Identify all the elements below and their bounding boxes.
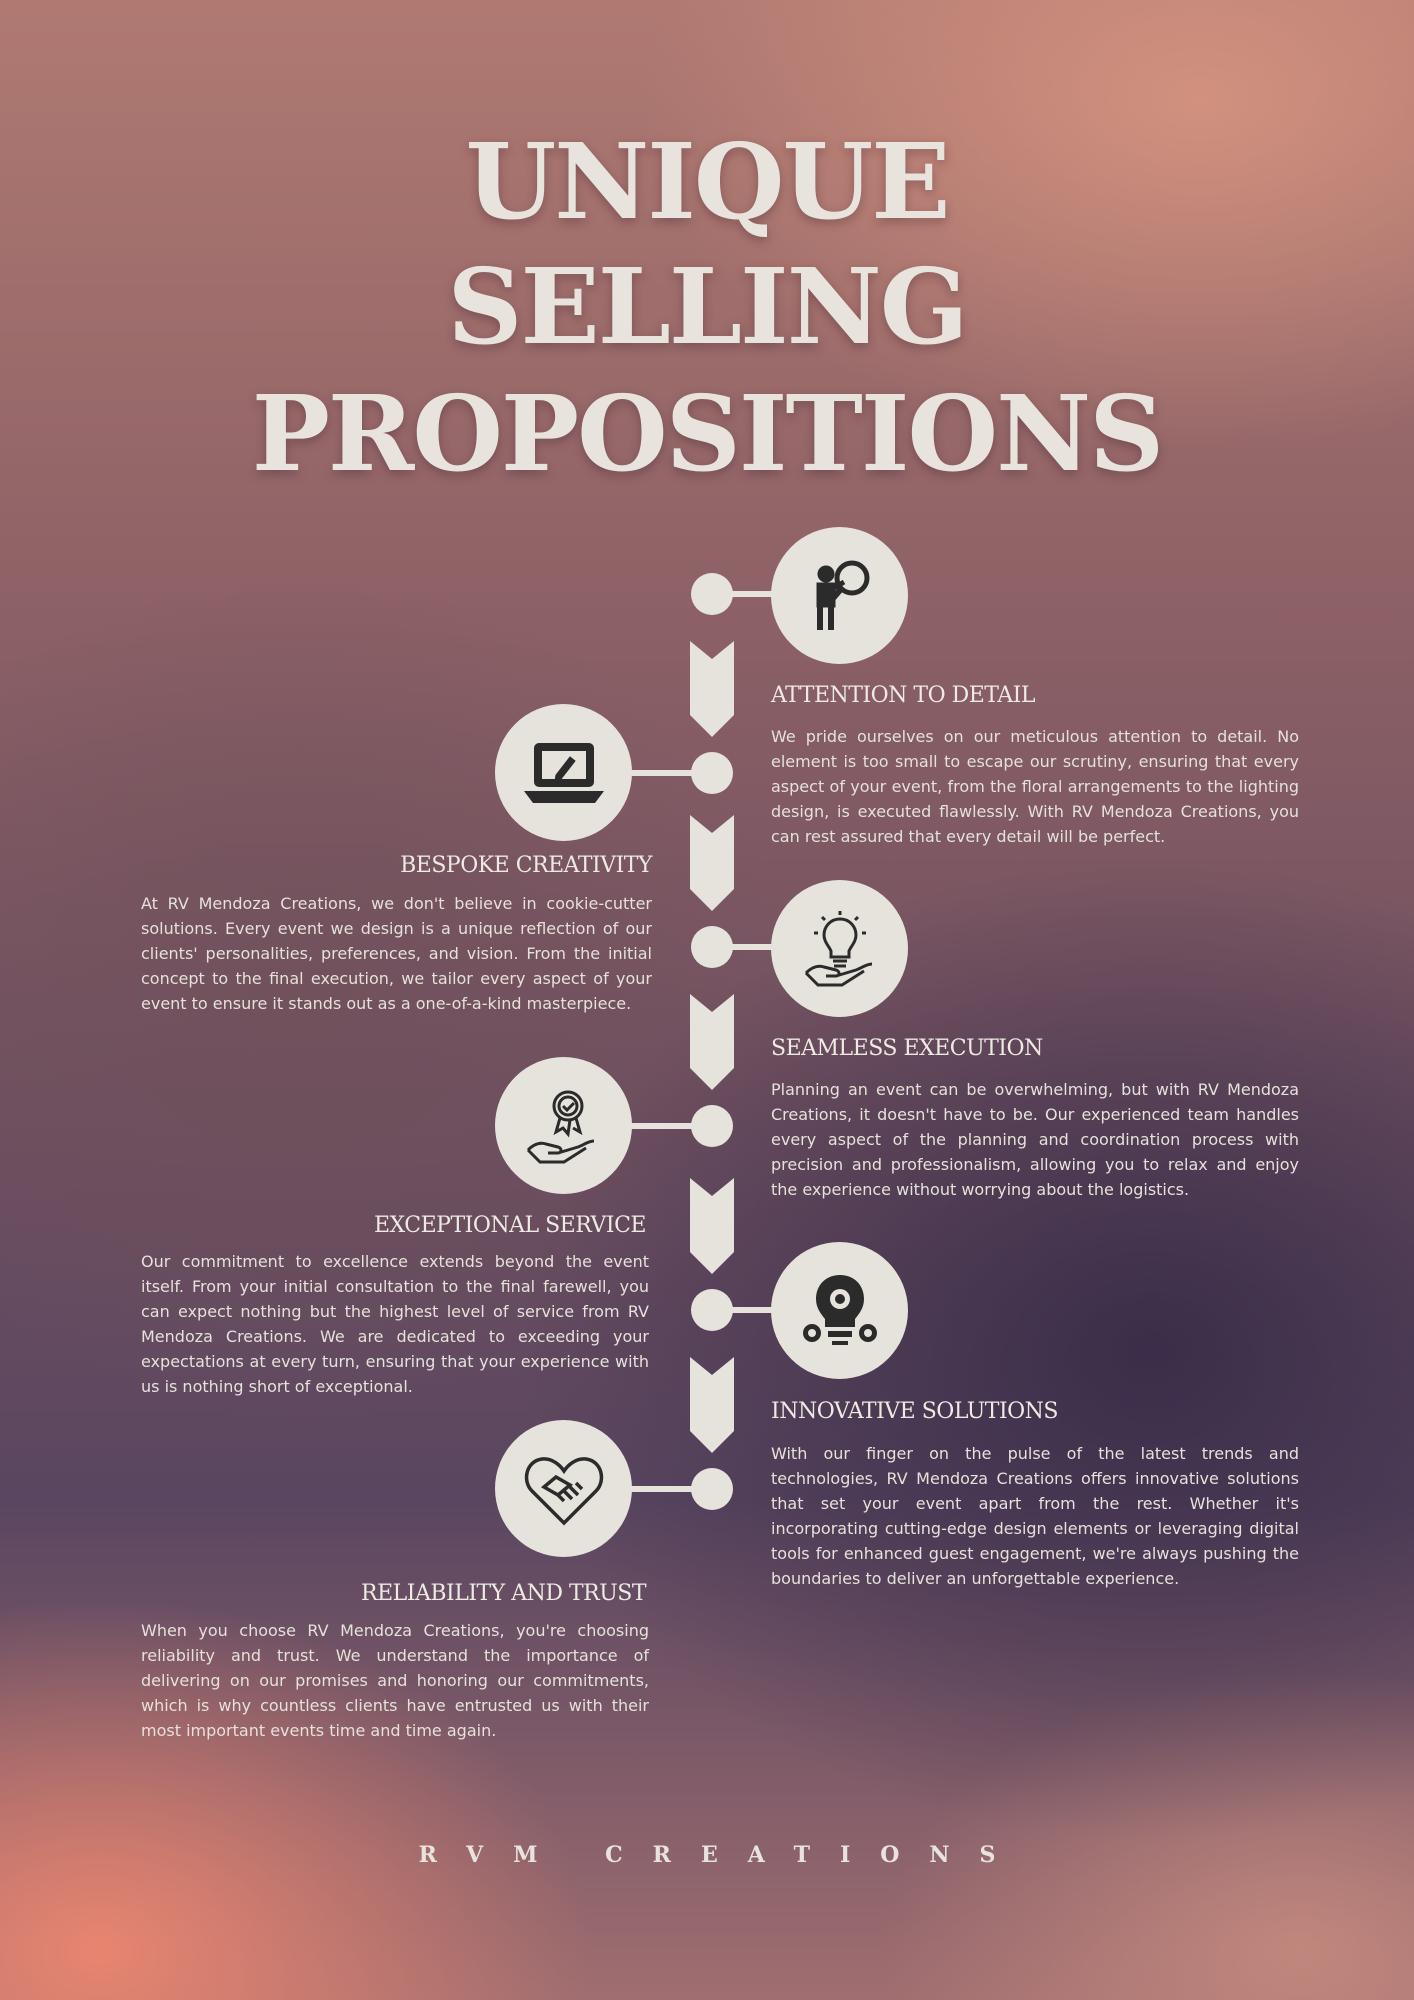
paragraph-innovative-solutions: With our finger on the pulse of the latest trends and technologies, RV Mendoza Creations offers innovative solutions that set your event apart from the rest. Whether it's incorporating cutting-edge design elements or leveraging digital tools for enhanced guest engagement, we're always pushing the boundaries to deliver an unforgettable experience. [771,1444,1299,1588]
heading-bespoke-creativity: BESPOKE CREATIVITY [400,853,652,878]
timeline-connector [730,944,774,950]
timeline-node [691,752,733,794]
timeline-connector [628,770,694,776]
paragraph-exceptional-service: Our commitment to excellence extends beyond the event itself. From your initial consultation to the final farewell, you can expect nothing but the highest level of service from RV Mendoza Creations. We are dedicated to exceeding your expectations at every turn, ensuring that your experience with us is nothing short of exceptional. [141,1252,649,1396]
timeline-chevron [690,1178,734,1274]
title-line-1: UNIQUE [465,120,949,243]
timeline-node [691,926,733,968]
heading-seamless-execution: SEAMLESS EXECUTION [771,1036,1043,1061]
timeline-connector [628,1123,694,1129]
award-hand-icon [495,1057,632,1194]
timeline-chevron [690,1357,734,1453]
laptop-pen-icon [495,704,632,841]
timeline-connector [730,591,774,597]
timeline-node [691,573,733,615]
paragraph-reliability-and-trust: When you choose RV Mendoza Creations, you're choosing reliability and trust. We understand the importance of delivering on our promises and honoring our commitments, which is why countless clients have entrusted us with their most important events time and time again. [141,1621,649,1740]
heading-attention-to-detail: ATTENTION TO DETAIL [771,683,1035,708]
timeline-chevron [690,994,734,1090]
timeline-connector [730,1307,774,1313]
title-line-3: PROPOSITIONS [251,372,1163,495]
title-line-2: SELLING [447,245,967,368]
timeline-connector [628,1486,694,1492]
magnifier-person-icon [771,527,908,664]
lightbulb-hand-icon [771,880,908,1017]
timeline-chevron [690,815,734,911]
heading-reliability-and-trust: RELIABILITY AND TRUST [361,1581,646,1606]
heart-handshake-icon [495,1420,632,1557]
heading-innovative-solutions: INNOVATIVE SOLUTIONS [771,1399,1058,1424]
timeline-node [691,1289,733,1331]
heading-exceptional-service: EXCEPTIONAL SERVICE [373,1213,646,1238]
paragraph-attention-to-detail: We pride ourselves on our meticulous attention to detail. No element is too small to escape our scrutiny, ensuring that every aspect of your event, from the floral arrangements to the lighting design, is executed flawlessly. With RV Mendoza Creations, you can rest assured that every detail will be perfect. [771,727,1299,846]
timeline-chevron [690,641,734,737]
timeline-node [691,1105,733,1147]
footer-brand: RVM CREATIONS [418,1842,1026,1868]
paragraph-bespoke-creativity: At RV Mendoza Creations, we don't believe in cookie-cutter solutions. Every event we design is a unique reflection of our clients' personalities, preferences, and vision. From the initial concept to the final execution, we tailor every aspect of your event to ensure it stands out as a one-of-a-kind masterpiece. [141,894,652,1013]
gear-bulb-icon [771,1242,908,1379]
paragraph-seamless-execution: Planning an event can be overwhelming, but with RV Mendoza Creations, it doesn't have to be. Our experienced team handles every aspect of the planning and coordination process with precision and professionalism, allowing you to relax and enjoy the experience without worrying about the logistics. [771,1080,1299,1199]
timeline-node [691,1468,733,1510]
